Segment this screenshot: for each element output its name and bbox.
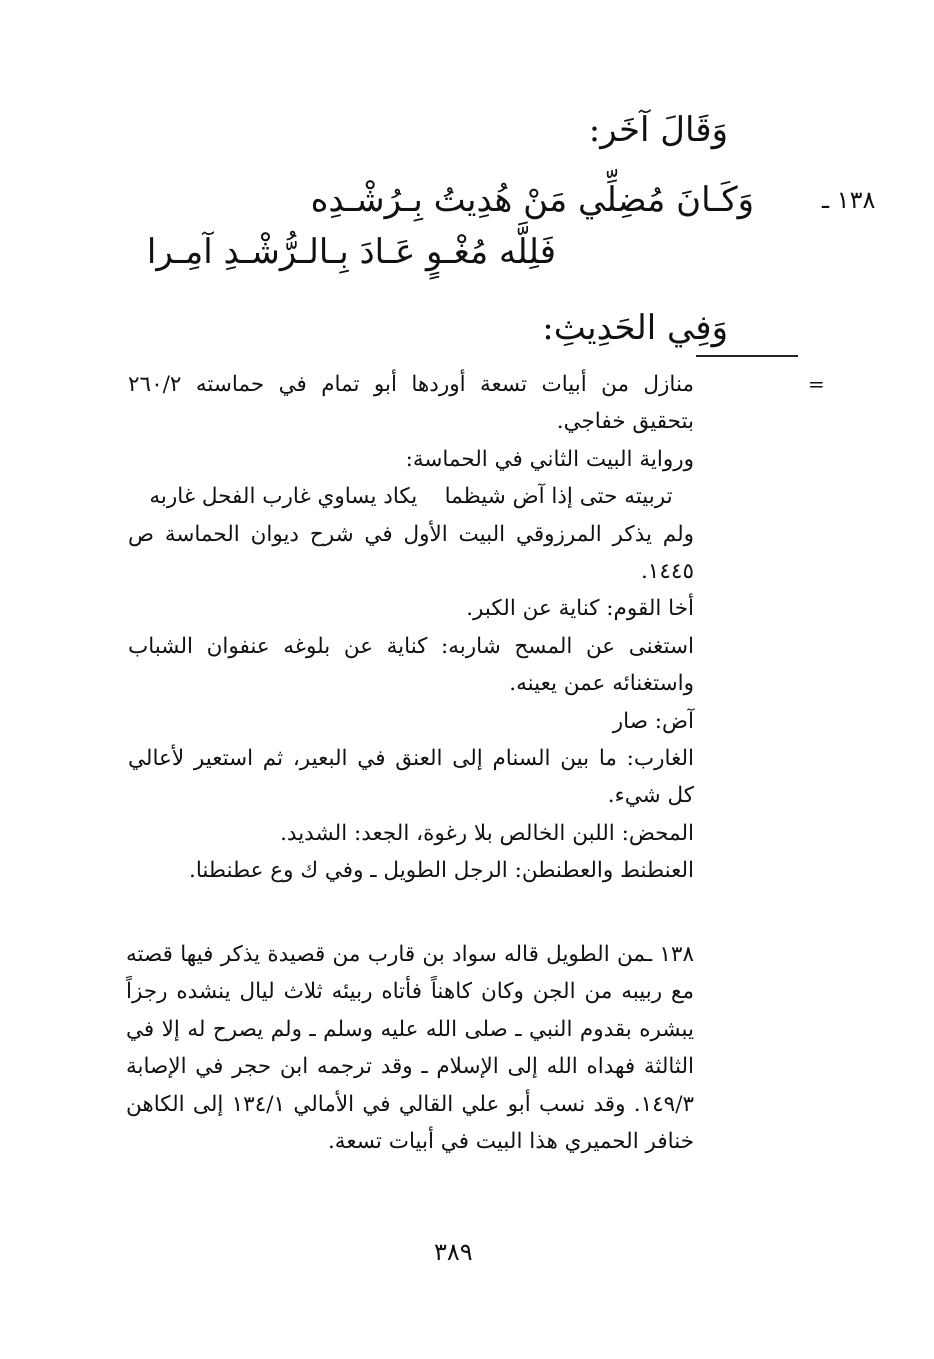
footnote-line: منازل من أبيات تسعة أوردها أبو تمام في حماسته ٢٦٠/٢ بتحقيق خفاجي. <box>128 372 694 435</box>
footnotes-continued <box>128 366 694 890</box>
footnote-line: استغنى عن المسح شاربه: كناية عن بلوغه عنفوان الشباب واستغنائه عمن يعينه. <box>128 633 694 697</box>
footnote-line: الغارب: ما بين السنام إلى العنق في البعير، ثم استعير لأعالي كل شيء. <box>128 746 694 809</box>
footnote-138 <box>126 936 694 1160</box>
footnote-138-number: ١٣٨ ـ <box>645 942 694 967</box>
footnote-line: آض: صار <box>612 708 694 734</box>
verse-hemistich-2: فَلِلَّه مُغْـوٍ عَـادَ بِـالـرُّشْـدِ آمِـرا <box>146 232 556 272</box>
footnote-line: العنطنط والعطنطن: الرجل الطويل ـ وفي ك وع عطنطنا. <box>188 858 694 884</box>
footnote-line: ورواية البيت الثاني في الحماسة: <box>405 446 694 472</box>
footnote-line: المحض: اللبن الخالص بلا رغوة، الجعد: الشديد. <box>280 820 694 846</box>
page-number: ٣٨٩ <box>434 1238 473 1266</box>
footnote-line: أخا القوم: كناية عن الكبر. <box>466 596 694 622</box>
footnote-line: ولم يذكر المرزوقي البيت الأول في شرح ديوان الحماسة ص ١٤٤٥. <box>128 521 694 585</box>
footnote-separator-rule <box>696 355 798 357</box>
footnote-quoted-verse: تربيته حتى إذا آض شيظما يكاد يساوي غارب الفحل غاربه <box>149 484 673 510</box>
heading-wafi-alhadith: وَفِي الحَدِيثِ: <box>542 308 728 348</box>
verse-hemistich-1: وَكَـانَ مُضِلِّي مَنْ هُدِيتُ بِـرُشْـدِه <box>310 180 754 220</box>
heading-qala-akhar: وَقَالَ آخَر: <box>588 110 728 150</box>
footnote-138-text: من الطويل قاله سواد بن قارب من قصيدة يذكر فيها قصته مع ربيبه من الجن وكان كاهناً فأتاه ربيئه ثلاث ليال ينشده رجزاً يبشره بقدوم النبي ـ صلى الله عليه وسلم ـ ولم يصرح له إلا في الثالثة فهداه الله إلى الإسلام ـ وقد ترجمه ابن حجر في الإصابة ١٤٩/٣. وقد نسب أبو علي القالي في الأمالي ١٣٤/١ إلى الكاهن خنافر الحميري هذا البيت في أبيات تسعة. <box>126 942 694 1155</box>
footnote-continuation-marker: = <box>808 372 825 396</box>
verse-number: ١٣٨ ـ <box>822 186 876 214</box>
footnote-138-paragraph <box>126 936 694 1160</box>
